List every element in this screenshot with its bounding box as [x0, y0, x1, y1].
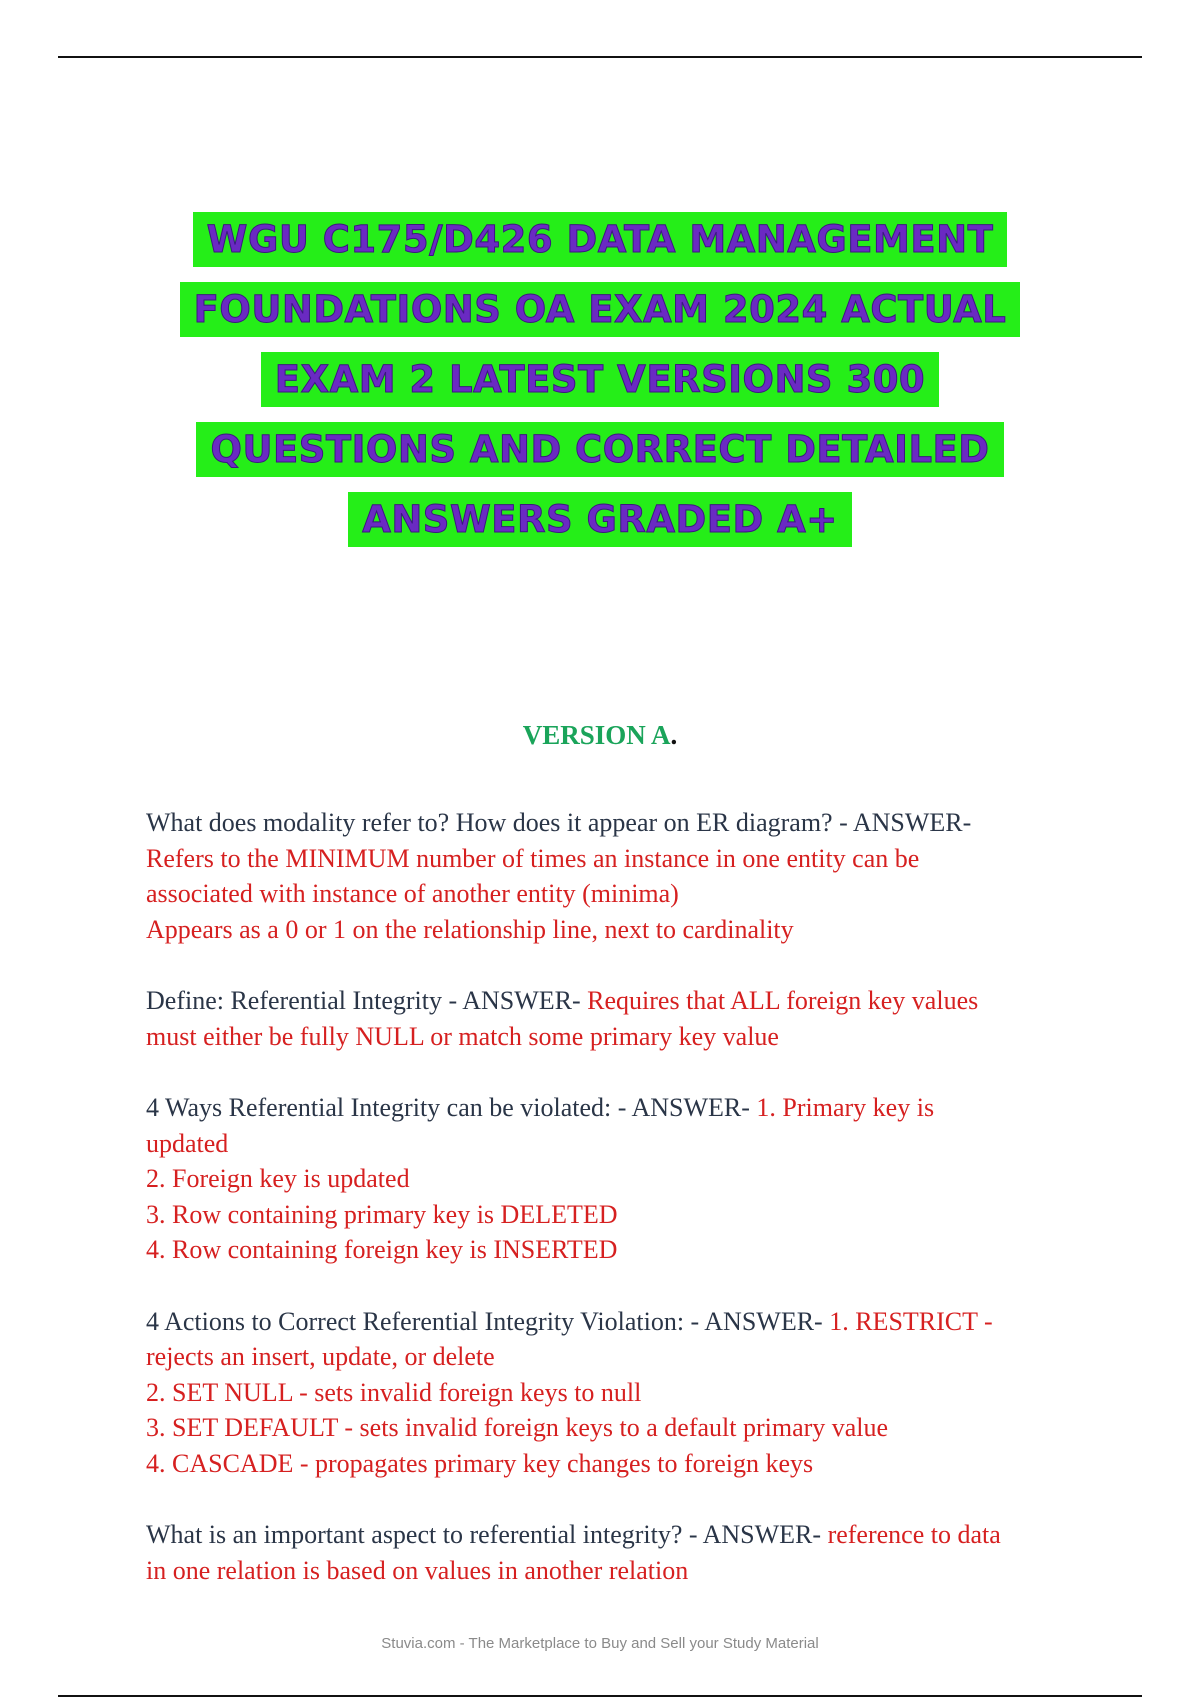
qa-item	[146, 1517, 1086, 1588]
qa-item	[146, 1304, 1086, 1482]
title-text: EXAM 2 LATEST VERSIONS 300	[261, 352, 939, 407]
version-dot: .	[670, 720, 678, 750]
qa-item	[146, 1090, 1086, 1268]
document-title	[100, 205, 1100, 555]
answer-line: 4. Row containing foreign key is INSERTED	[146, 1235, 618, 1264]
title-line	[100, 485, 1100, 555]
bottom-rule	[58, 1695, 1142, 1697]
answer-inline: reference to data	[821, 1520, 1001, 1549]
question-text: What does modality refer to? How does it appear on ER diagram? - ANSWER-	[146, 808, 972, 837]
answer-line: rejects an insert, update, or delete	[146, 1342, 495, 1371]
answer-line: Refers to the MINIMUM number of times an instance in one entity can be	[146, 843, 920, 873]
answer-line: must either be fully NULL or match some primary key value	[146, 1021, 779, 1051]
answer-line: Appears as a 0 or 1 on the relationship line, next to cardinality	[146, 914, 794, 944]
question-text: 4 Ways Referential Integrity can be violated: - ANSWER-	[146, 1093, 750, 1122]
answer-line: 3. SET DEFAULT - sets invalid foreign keys to a default primary value	[146, 1413, 889, 1442]
title-line	[100, 345, 1100, 415]
answer-line: associated with instance of another entity (minima)	[146, 879, 679, 908]
answer-inline: 1. RESTRICT -	[822, 1306, 993, 1336]
answer-line: 3. Row containing primary key is DELETED	[146, 1199, 618, 1229]
answer-line: updated	[146, 1128, 229, 1158]
qa-item	[146, 805, 1086, 947]
title-text: FOUNDATIONS OA EXAM 2024 ACTUAL	[180, 282, 1021, 337]
question-text: Define: Referential Integrity - ANSWER-	[146, 986, 581, 1015]
answer-line: 2. SET NULL - sets invalid foreign keys to null	[146, 1377, 642, 1407]
answer-inline: 1. Primary key is	[749, 1093, 935, 1122]
qa-list	[146, 805, 1086, 1624]
answer-line: 2. Foreign key is updated	[146, 1164, 410, 1193]
answer-line: in one relation is based on values in another relation	[146, 1555, 689, 1585]
title-text: ANSWERS GRADED A+	[348, 492, 852, 547]
title-line	[100, 275, 1100, 345]
title-text: WGU C175/D426 DATA MANAGEMENT	[193, 212, 1008, 267]
title-text: QUESTIONS AND CORRECT DETAILED	[196, 422, 1003, 477]
answer-inline: Requires that ALL foreign key values	[580, 986, 979, 1015]
top-rule	[58, 56, 1142, 58]
title-line	[100, 415, 1100, 485]
version-label: VERSION A	[522, 720, 671, 750]
title-line	[100, 205, 1100, 275]
qa-item	[146, 983, 1086, 1054]
version-heading	[0, 720, 1200, 751]
question-text: What is an important aspect to referential integrity? - ANSWER-	[146, 1520, 822, 1549]
question-text: 4 Actions to Correct Referential Integrity Violation: - ANSWER-	[146, 1306, 823, 1336]
answer-line: 4. CASCADE - propagates primary key changes to foreign keys	[146, 1448, 814, 1478]
footer-text: Stuvia.com - The Marketplace to Buy and Sell your Study Material	[381, 1635, 819, 1652]
